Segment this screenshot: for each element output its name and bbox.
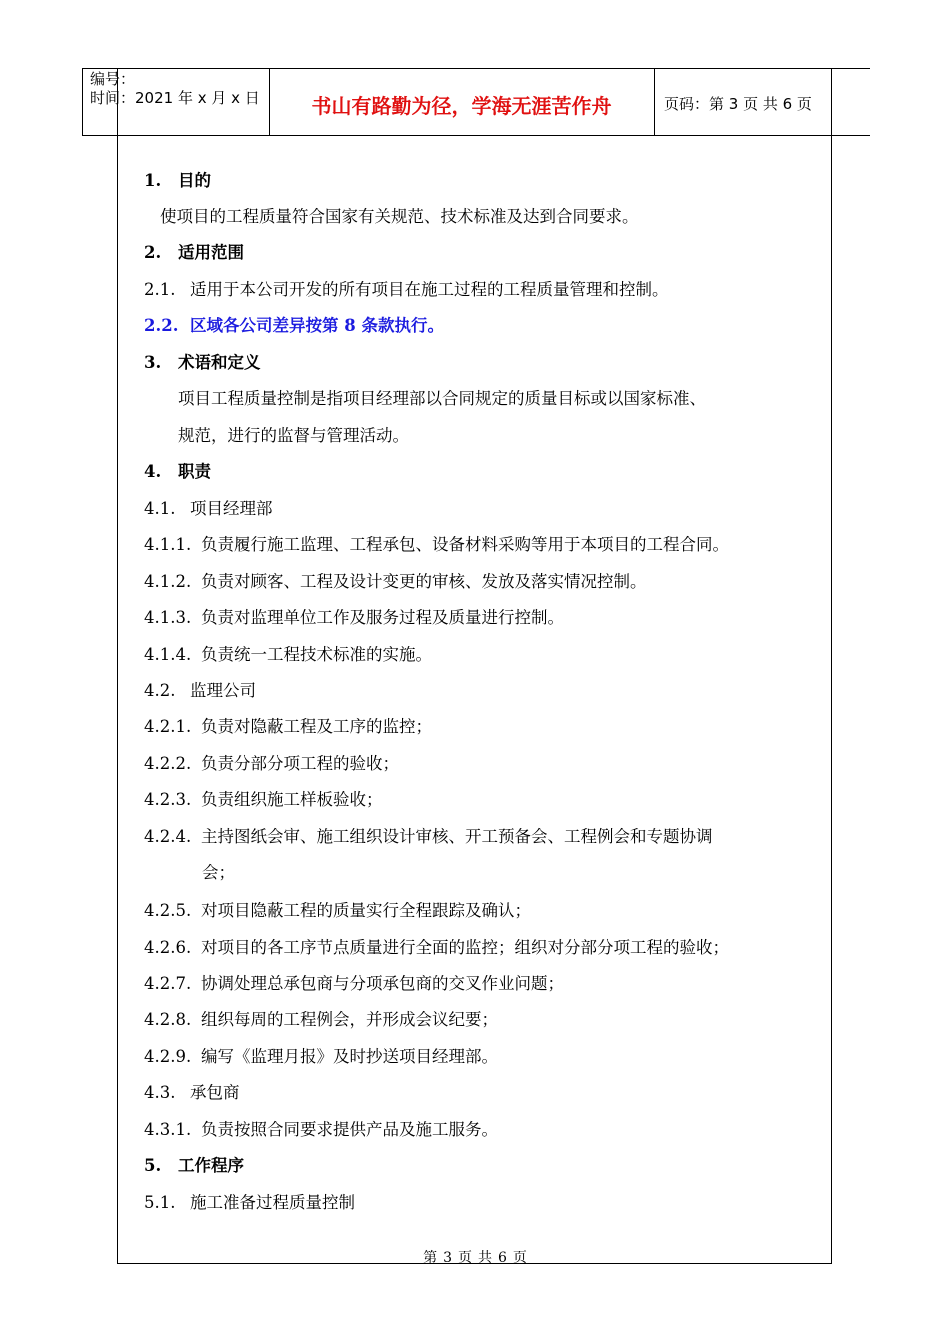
document-date: 时间：2021 年 x 月 x 日 (90, 89, 260, 107)
section-number: 4. (144, 462, 162, 481)
footer-text: 共 (478, 1250, 492, 1266)
body-line (144, 1119, 498, 1141)
section-number: 4.1.4. (144, 645, 192, 664)
body-line (202, 862, 235, 884)
line-text: 对项目隐蔽工程的质量实行全程跟踪及确认； (201, 901, 531, 920)
body-line (144, 315, 444, 337)
body-line (144, 1046, 498, 1068)
section-number: 1. (144, 171, 162, 190)
line-text: 职责 (178, 462, 211, 481)
line-text: 对项目的各工序节点质量进行全面的监控；组织对分部分项工程的验收； (201, 938, 729, 957)
line-text: 负责统一工程技术标准的实施。 (201, 645, 432, 664)
body-line (144, 900, 531, 922)
body-line (144, 753, 399, 775)
body-line (144, 789, 383, 811)
body-line (144, 716, 432, 738)
line-text: 区域各公司差异按第 8 条款执行。 (190, 316, 444, 335)
section-number: 2.1. (144, 280, 176, 299)
line-text: 施工准备过程质量控制 (190, 1193, 355, 1212)
section-number: 5. (144, 1156, 162, 1175)
line-text: 负责对隐蔽工程及工序的监控； (201, 717, 432, 736)
body-line (144, 1082, 240, 1104)
section-number: 4.1. (144, 499, 176, 518)
body-line (144, 1192, 355, 1214)
section-number: 4.2.6. (144, 938, 192, 957)
section-number: 4.2.8. (144, 1010, 192, 1029)
footer-text: 第 (423, 1250, 438, 1266)
body-line (144, 352, 261, 374)
line-text: 组织每周的工程例会，并形成会议纪要； (201, 1010, 498, 1029)
section-number: 4.1.3. (144, 608, 192, 627)
line-text: 工作程序 (178, 1156, 244, 1175)
line-text: 负责分部分项工程的验收； (201, 754, 399, 773)
section-number: 4.2.2. (144, 754, 192, 773)
body-line (144, 644, 432, 666)
document-code: 编号： (90, 70, 136, 88)
line-text: 项目工程质量控制是指项目经理部以合同规定的质量目标或以国家标准、 (178, 389, 706, 408)
line-text: 负责对监理单位工作及服务过程及质量进行控制。 (201, 608, 564, 627)
line-text: 会； (202, 863, 235, 882)
body-line (144, 279, 669, 301)
footer-text: 页 (512, 1250, 527, 1266)
body-line (144, 1155, 244, 1177)
header-divider (82, 68, 83, 136)
line-text: 负责按照合同要求提供产品及施工服务。 (201, 1120, 498, 1139)
body-line (144, 680, 256, 702)
section-number: 4.3.1. (144, 1120, 192, 1139)
line-text: 承包商 (190, 1083, 240, 1102)
footer-total-pages: 6 (498, 1250, 507, 1266)
line-text: 负责履行施工监理、工程承包、设备材料采购等用于本项目的工程合同。 (201, 535, 729, 554)
body-line (144, 571, 647, 593)
line-text: 编写《监理月报》及时抄送项目经理部。 (201, 1047, 498, 1066)
line-text: 适用范围 (178, 243, 244, 262)
section-number: 4.1.2. (144, 572, 192, 591)
header-motto: 书山有路勤为径，学海无涯苦作舟 (311, 94, 612, 118)
body-line (144, 1009, 498, 1031)
body-line (144, 534, 729, 556)
body-line (144, 170, 211, 192)
line-text: 术语和定义 (178, 353, 261, 372)
body-line (178, 425, 409, 447)
section-number: 2. (144, 243, 162, 262)
section-number: 4.2.5. (144, 901, 192, 920)
body-line (144, 937, 729, 959)
body-line (144, 498, 273, 520)
line-text: 协调处理总承包商与分项承包商的交叉作业问题； (201, 974, 564, 993)
body-line (160, 206, 639, 228)
body-line (144, 607, 564, 629)
footer-text: 页 (458, 1250, 472, 1266)
section-number: 2.2. (144, 316, 179, 335)
section-number: 3. (144, 353, 162, 372)
section-number: 4.3. (144, 1083, 176, 1102)
body-line (178, 388, 706, 410)
line-text: 目的 (178, 171, 211, 190)
section-number: 4.2.3. (144, 790, 192, 809)
line-text: 规范，进行的监督与管理活动。 (178, 426, 409, 445)
section-number: 4.2.4. (144, 827, 192, 846)
line-text: 监理公司 (190, 681, 256, 700)
section-number: 4.2.7. (144, 974, 192, 993)
line-text: 负责对顾客、工程及设计变更的审核、发放及落实情况控制。 (201, 572, 647, 591)
line-text: 主持图纸会审、施工组织设计审核、开工预备会、工程例会和专题协调 (201, 827, 713, 846)
section-number: 4.2.9. (144, 1047, 192, 1066)
body-line (144, 242, 244, 264)
body-line (144, 973, 564, 995)
line-text: 使项目的工程质量符合国家有关规范、技术标准及达到合同要求。 (160, 207, 639, 226)
body-line (144, 826, 713, 848)
line-text: 项目经理部 (190, 499, 273, 518)
body-line (144, 461, 211, 483)
section-number: 4.2.1. (144, 717, 192, 736)
section-number: 4.1.1. (144, 535, 192, 554)
page-footer (0, 1247, 950, 1267)
section-number: 5.1. (144, 1193, 176, 1212)
line-text: 适用于本公司开发的所有项目在施工过程的工程质量管理和控制。 (190, 280, 669, 299)
section-number: 4.2. (144, 681, 176, 700)
line-text: 负责组织施工样板验收； (201, 790, 383, 809)
header-page-info: 页码：第 3 页 共 6 页 (664, 95, 812, 113)
footer-page-number: 3 (443, 1250, 452, 1266)
